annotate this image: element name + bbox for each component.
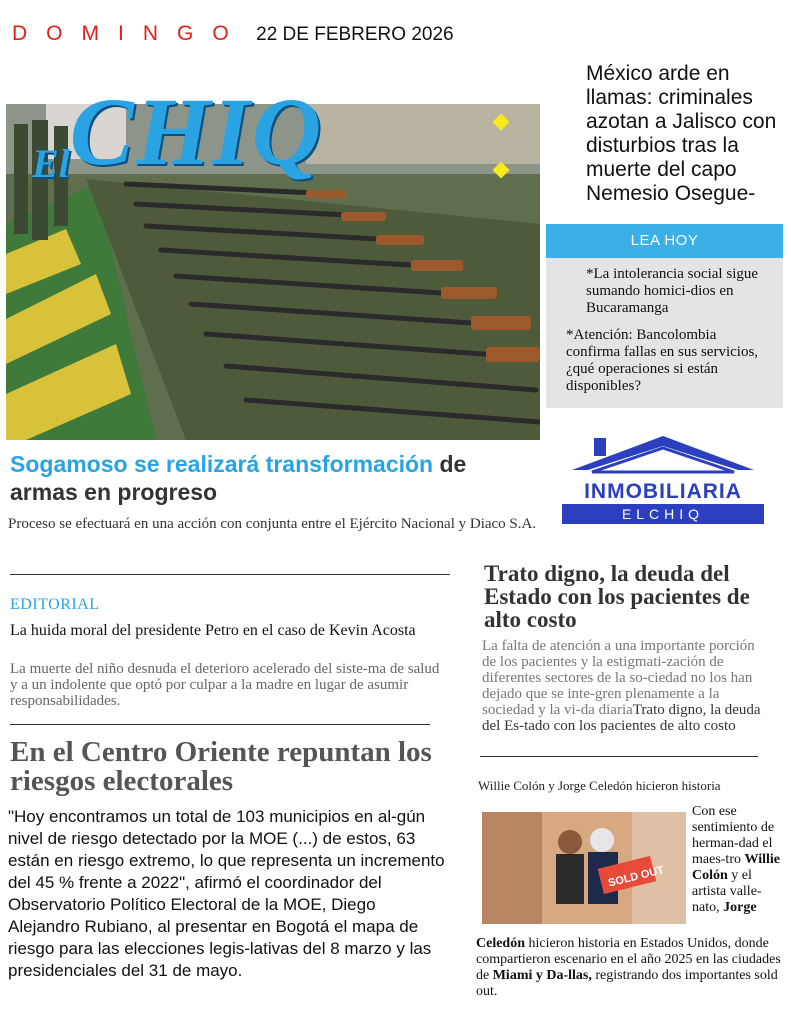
centro-oriente-body: "Hoy encontramos un total de 103 municipios en al-gún nivel de riesgo detectado por la MOE (...) de estos, 63 están en riesgo extremo, lo que representa un incremento del 45 % frente a 2022", afirmó el coordinador del Observatorio Político Electoral de la MOE, Diego Alejandro Rubiano, al presentar en Bogotá el mapa de riesgo para las elecciones legis-lativas del 8 marzo y las presidenciales del 31 de mayo. — [8, 807, 445, 980]
dateline-date: 22 DE FEBRERO 2026 — [256, 24, 454, 45]
divider — [10, 574, 450, 575]
willie-side-text — [692, 804, 784, 916]
trato-headline[interactable]: Trato digno, la deuda del Estado con los pacientes de alto costo — [484, 561, 750, 632]
centro-oriente-headline[interactable]: En el Centro Oriente repuntan los riesgos electorales — [10, 736, 432, 797]
celedon-name-end: Celedón — [476, 936, 525, 951]
willie-name: Willie Colón — [692, 852, 781, 883]
lea-hoy-title: LEA HOY — [546, 224, 783, 258]
willie-side-part: Con ese sentimiento de herman-dad el maes-tro — [692, 804, 775, 867]
willie-caption[interactable]: Willie Colón y Jorge Celedón hicieron historia — [478, 778, 721, 793]
willie-bottom-text — [476, 936, 784, 1000]
willie-celedon-photo-illustration — [482, 812, 686, 924]
ad-word: INMOBILIARIA — [584, 480, 742, 503]
divider — [10, 724, 430, 725]
masthead-name: CHIQ — [69, 78, 324, 185]
trato-body — [482, 638, 772, 734]
willie-cities: Miami y Da-llas, — [492, 968, 592, 983]
trato-body-text: La falta de atención a una importante porción de los pacientes y la estigmati-zación de diferentes sectores de la so-ciedad no los han dejado que se inte-gren plenamente a la sociedad y la vi-da diaria — [482, 638, 755, 718]
main-subhead: Proceso se efectuará en una acción con conjunta entre el Ejército Nacional y Diaco S.A. — [8, 516, 537, 532]
celedon-name-start: Jorge — [723, 900, 757, 915]
masthead-logo[interactable] — [32, 76, 323, 187]
house-roof-icon — [562, 432, 764, 480]
main-headline-blue: Sogamoso se realizará transformación — [10, 451, 434, 477]
ad-bar: ELCHIQ — [562, 504, 764, 524]
willie-bottom-part: registrando dos importantes sold out. — [476, 968, 778, 999]
divider — [480, 756, 758, 757]
top-right-headline[interactable]: México arde en llamas: criminales azotan a Jalisco con disturbios tras la muerte del capo Nemesio Osegue- — [586, 62, 777, 205]
trato-body-tail: Trato digno, la deuda del Es-tado con los pacientes de alto costo — [482, 702, 761, 734]
editorial-title[interactable]: La huida moral del presidente Petro en el caso de Kevin Acosta — [10, 622, 416, 639]
editorial-body: La muerte del niño desnuda el deterioro acelerado del siste-ma de salud y a un indolente que optó por culpar a la madre en lugar de asumir responsabilidades. — [10, 661, 440, 709]
photo-sign: SOLD OUT — [607, 864, 666, 890]
lea-hoy-item[interactable]: *Atención: Bancolombia confirma fallas en sus servicios, ¿qué operaciones si están disponibles? — [566, 327, 759, 394]
editorial-label: EDITORIAL — [10, 596, 100, 613]
willie-bottom-part: hicieron historia en Estados Unidos, donde compartieron escenario en el año 2025 en las ciudades de — [476, 936, 781, 983]
main-headline[interactable] — [10, 450, 530, 506]
dateline — [12, 22, 454, 46]
inmobiliaria-ad[interactable] — [562, 432, 764, 526]
masthead-prefix: El — [32, 141, 70, 186]
dateline-day: DOMINGO — [12, 22, 248, 45]
lea-hoy-box — [546, 224, 783, 408]
main-headline-rest: de armas en progreso — [10, 451, 467, 505]
willie-side-part: y el artista valle-nato, — [692, 868, 762, 915]
willie-photo[interactable] — [482, 812, 686, 924]
lea-hoy-item[interactable]: *La intolerancia social sigue sumando homici-dios en Bucaramanga — [586, 266, 759, 316]
